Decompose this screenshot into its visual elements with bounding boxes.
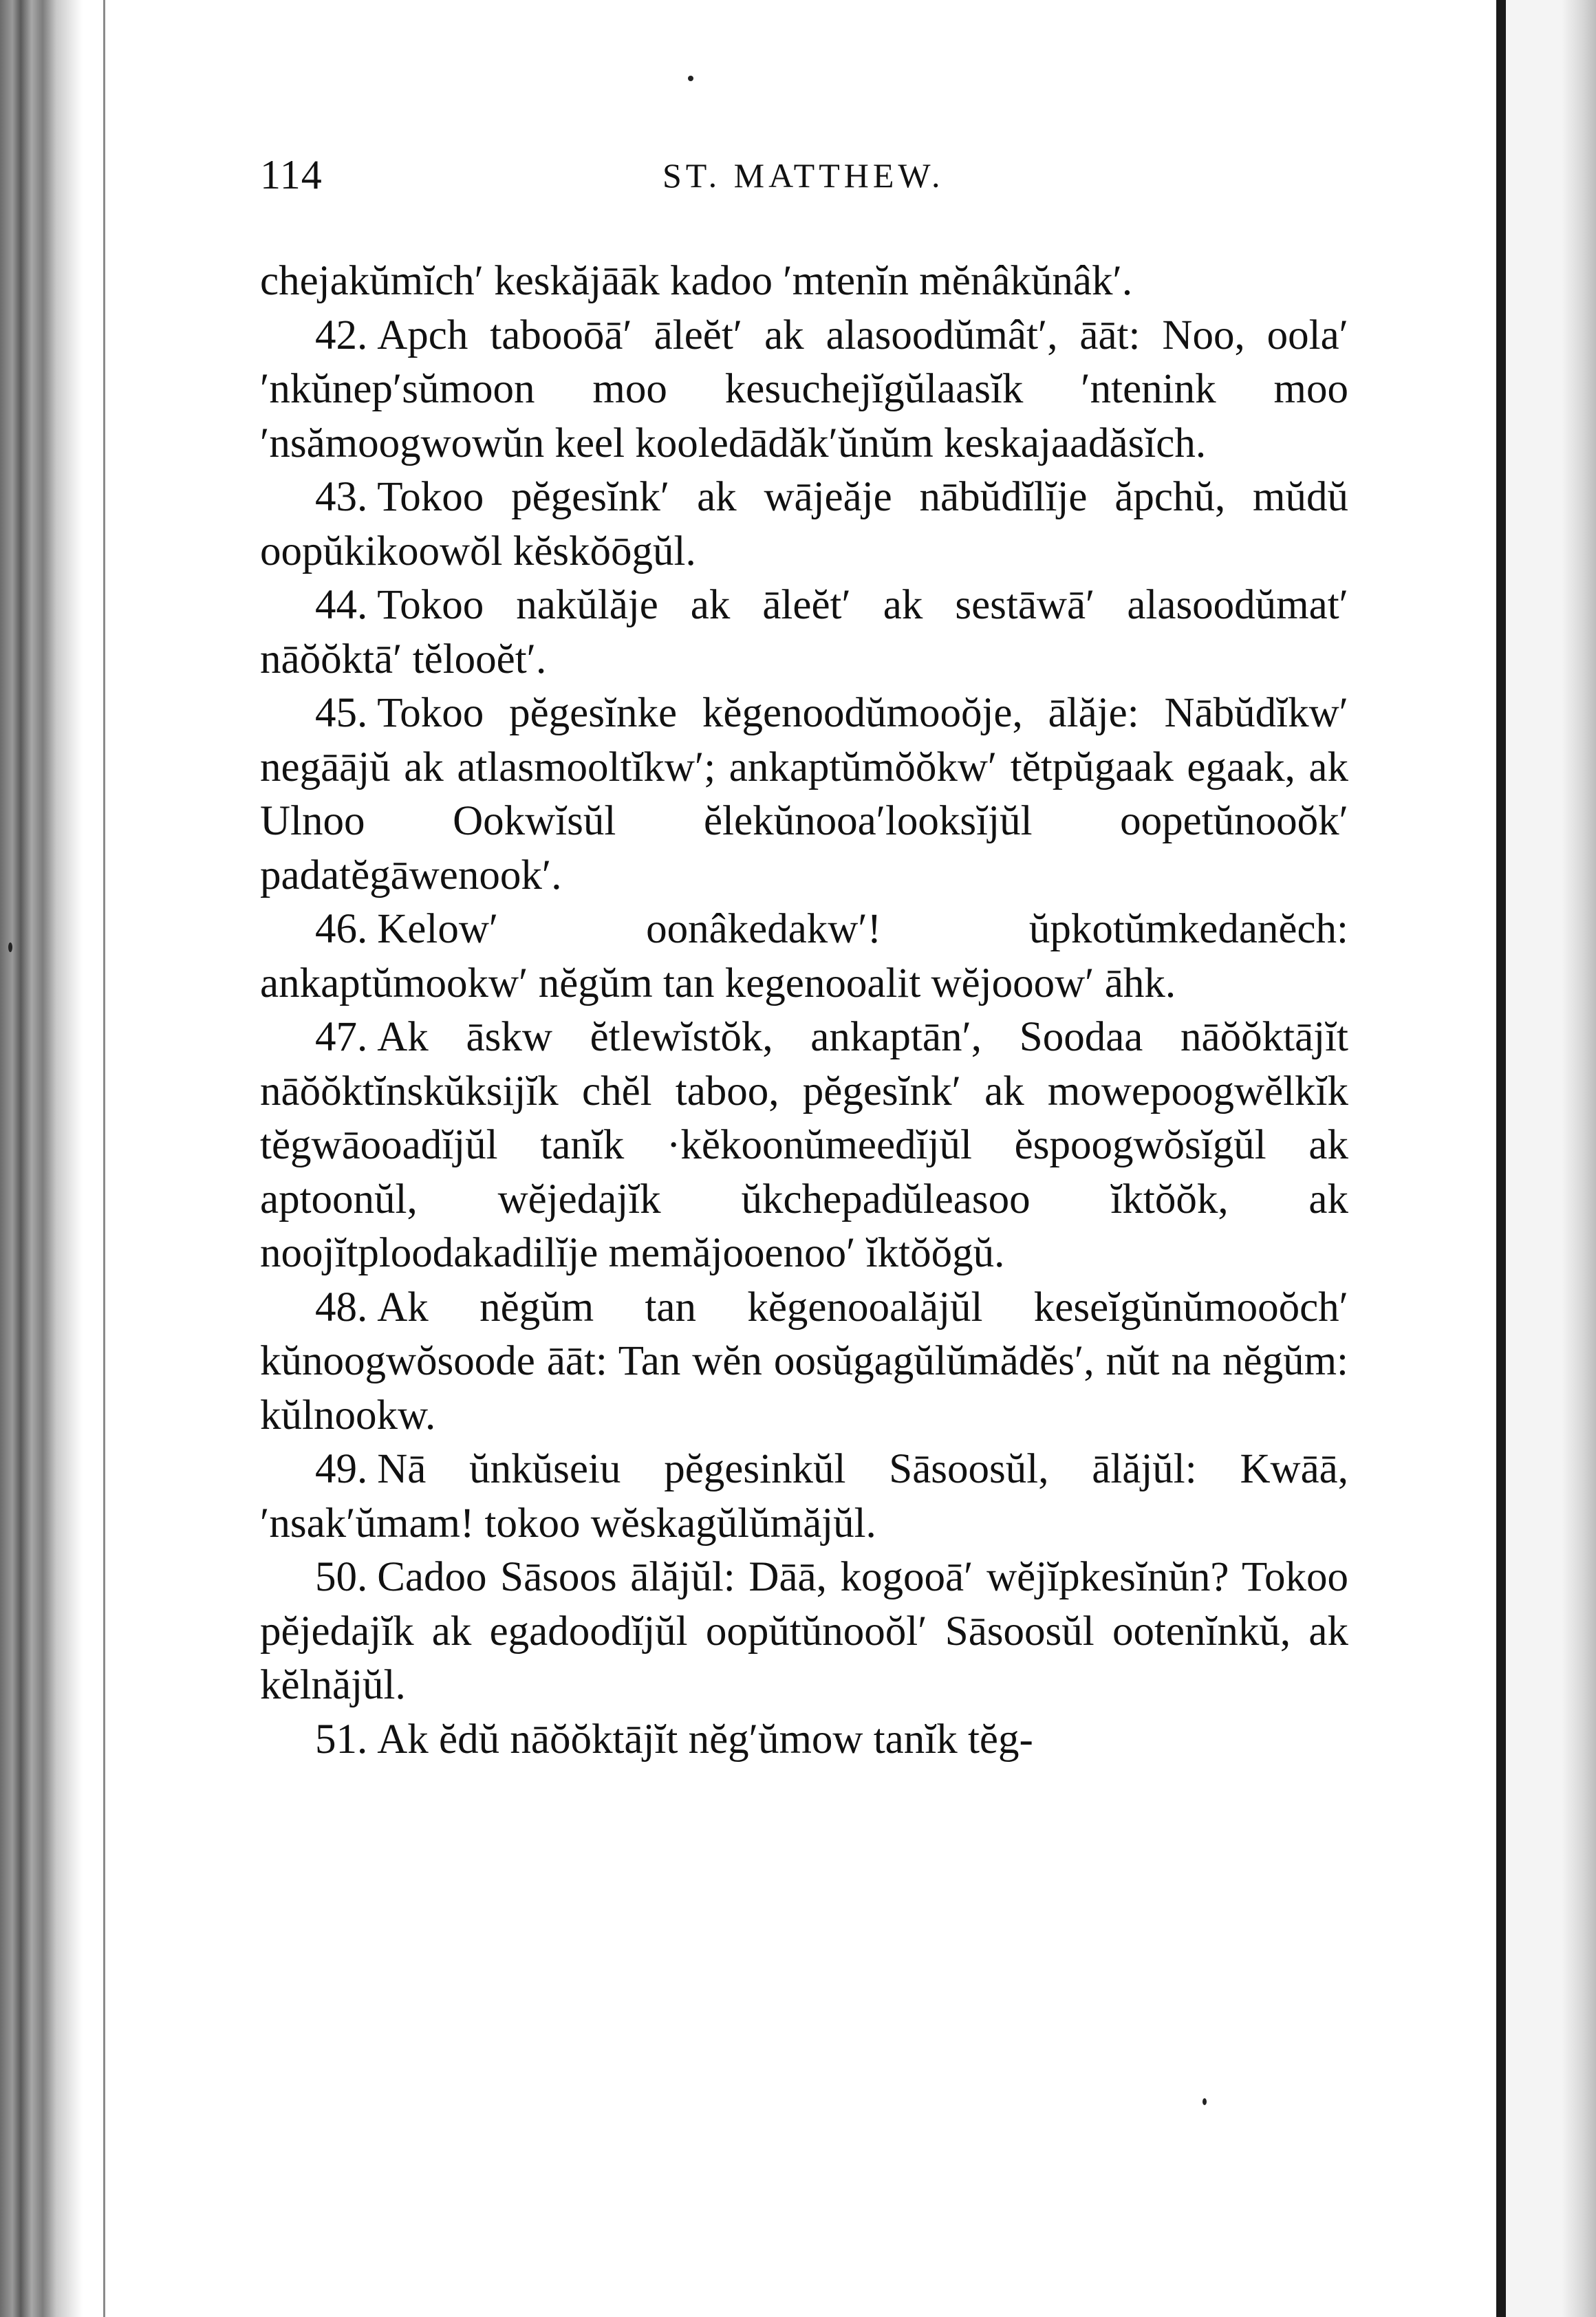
verse-paragraph	[260, 1767, 1348, 1821]
verse-paragraph	[260, 1011, 1348, 1281]
verse-text: Tokoo pĕgesĭnke kĕgenoodŭmooŏje, ālăje: Nābŭdĭkw′ negāājŭ ak atlasmooltĭkw′; ankaptŭmŏŏkw′ tĕtpŭgaak egaak, ak Ulnoo Ookwĭsŭl ĕlekŭnooa′looksĭjŭl oopetŭnooŏk′ padatĕgāwenook′.	[260, 690, 1348, 898]
verse-number: 50.	[315, 1554, 368, 1600]
verse-number: 51.	[315, 1716, 368, 1763]
verse-paragraph	[260, 1551, 1348, 1713]
verse-text: Kelow′ oonâkedakw′! ŭpkotŭmkedanĕch: ankaptŭmookw′ nĕgŭm tan kegenooalit wĕjooow′ āhk.	[260, 906, 1348, 1006]
verse-number: 43.	[315, 474, 368, 520]
verse-text: Cadoo Sāsoos ālăjŭl: Dāā, kogooā′ wĕjĭpkesĭnŭn? Tokoo pĕjedajĭk ak egadoodĭjŭl oopŭtŭnooŏl′ Sāsoosŭl ootenĭnkŭ, ak kĕlnăjŭl.	[260, 1554, 1348, 1708]
binding-edge	[103, 0, 105, 2317]
verse-paragraph	[260, 903, 1348, 1011]
print-speck	[688, 76, 693, 81]
verse-text: chejakŭmĭch′ keskăjāāk kadoo ′mtenĭn mĕnâkŭnâk′.	[260, 258, 1133, 304]
paragraph-continuation	[260, 255, 1348, 309]
running-head	[260, 151, 1348, 213]
verse-text: Ak āskw ĕtlewĭstŏk, ankaptān′, Soodaa nāŏŏktājĭt nāŏŏktĭnskŭksijĭk chĕl taboo, pĕgesĭnk′ ak mowepoogwĕlkĭk tĕgwāooadĭjŭl tanĭk ·kĕkoonŭmeedĭjŭl ĕspoogwŏsĭgŭl ak aptoonŭl, wĕjedajĭk ŭkchepadŭleasoo ĭktŏŏk, ak noojĭtploodakadilĭje memăjooenoo′ ĭktŏŏgŭ.	[260, 1014, 1348, 1276]
book-title: ST. MATTHEW.	[662, 156, 945, 195]
verse-text: Ak nĕgŭm tan kĕgenooalăjŭl keseĭgŭnŭmooŏch′ kŭnoogwŏsoode āāt: Tan wĕn oosŭgagŭlŭmădĕs′, nŭt na nĕgŭm: kŭlnookw.	[260, 1284, 1348, 1438]
verse-number: 44.	[315, 582, 368, 628]
facing-page-shadow	[1562, 0, 1596, 2317]
book-gutter	[0, 0, 83, 2317]
verse-text: Tokoo nakŭlăje ak āleĕt′ ak sestāwā′ alasoodŭmat′ nāŏŏktā′ tĕlooĕt′.	[260, 582, 1348, 682]
print-speck	[8, 942, 12, 952]
verse-paragraph	[260, 1281, 1348, 1443]
verse-paragraph	[260, 309, 1348, 471]
page-edge-divider	[1496, 0, 1506, 2317]
print-speck	[1203, 2098, 1207, 2105]
verse-paragraph	[260, 579, 1348, 687]
verse-paragraph	[260, 471, 1348, 579]
verse-paragraph	[260, 687, 1348, 903]
verse-number: 45.	[315, 690, 368, 736]
verse-text: Ak ĕdŭ nāŏŏktājĭt nĕg′ŭmow tanĭk tĕg-	[377, 1716, 1033, 1763]
verse-number: 46.	[315, 906, 368, 952]
verse-text: Apch tabooōā′ āleĕt′ ak alasoodŭmât′, āāt: Noo, oola′ ′nkŭnep′sŭmoon moo kesuchejĭgŭlaasĭk ′ntenink moo ′nsămoogwowŭn keel kooledādăk′ŭnŭm keskajaadăsĭch.	[260, 312, 1348, 466]
verse-number: 47.	[315, 1014, 368, 1060]
verse-text: Nā ŭnkŭseiu pĕgesinkŭl Sāsoosŭl, ālăjŭl: Kwāā, ′nsak′ŭmam! tokoo wĕskagŭlŭmăjŭl.	[260, 1446, 1348, 1547]
page-number: 114	[260, 152, 323, 197]
verse-number: 48.	[315, 1284, 368, 1330]
verse-number: 42.	[315, 312, 368, 358]
verse-paragraph	[260, 1713, 1348, 1767]
verse-number: 49.	[315, 1446, 368, 1492]
text-block	[260, 255, 1348, 1821]
verse-paragraph	[260, 1443, 1348, 1551]
verse-text: Tokoo pĕgesĭnk′ ak wājeăje nābŭdĭlĭje ăpchŭ, mŭdŭ oopŭkikoowŏl kĕskŏōgŭl.	[260, 474, 1348, 574]
book-page	[260, 151, 1348, 1821]
